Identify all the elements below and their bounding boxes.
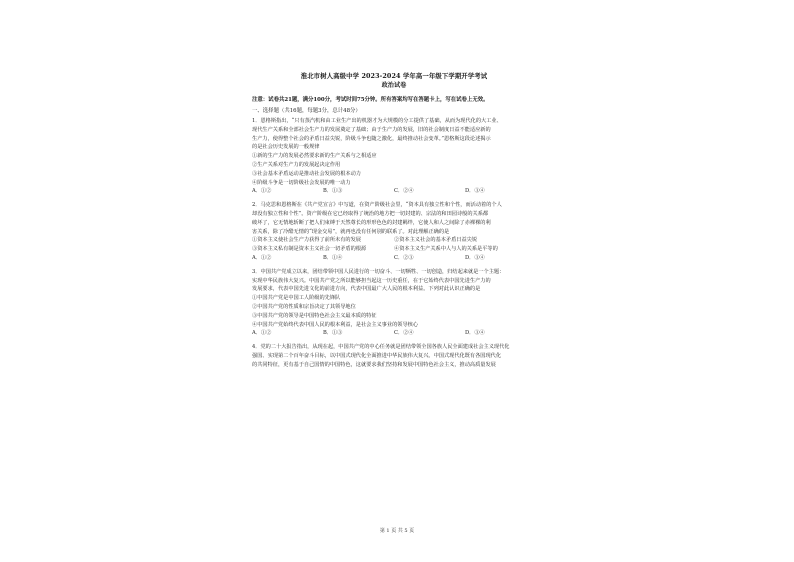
statement: ②生产关系对生产力的发展起决定作用 xyxy=(252,161,341,168)
option-d: D．③④ xyxy=(465,330,485,337)
statement: ④中国共产党始终代表中国人民的根本利益，是社会主义事业的领导核心 xyxy=(252,321,419,328)
answer-options xyxy=(252,187,536,196)
option-b: B．①③ xyxy=(323,188,343,195)
option-a: A．①② xyxy=(252,188,272,195)
option-d: D．③④ xyxy=(465,188,485,195)
statement: ③中国共产党的领导是中国特色社会主义最本质的特征 xyxy=(252,312,377,319)
option-d: D．③④ xyxy=(465,254,485,261)
exam-content xyxy=(252,72,536,370)
question-4 xyxy=(252,343,536,369)
question-text-line: 害关系，除了冷酷无情的“现金交易”，就再也没有任何别的联系了。对此理解正确的是 xyxy=(252,228,450,235)
question-text-line: 的是社会历史发展的一般规律 xyxy=(252,144,320,151)
question-text-line: 发展要求，代表中国先进文化的前进方向，代表中国最广大人民的根本利益。下列对此认识正确的是 xyxy=(252,286,481,293)
question-text-line: 2．马克思和恩格斯在《共产党宣言》中写道，在资产阶级社会里，“资本具有独立性和个性，而活动着的个人 xyxy=(252,202,502,209)
question-1 xyxy=(252,117,536,196)
option-c: C．②④ xyxy=(394,188,414,195)
question-text-line: 破坏了，它无情地斩断了把人们束缚于天然尊长的形形色色的封建羁绊，它使人和人之间除了赤裸裸的利 xyxy=(252,219,491,226)
statement: ④阶级斗争是一切阶级社会发展的唯一动力 xyxy=(252,179,351,186)
option-b: B．①④ xyxy=(323,254,343,261)
option-c: C．②④ xyxy=(394,330,414,337)
exam-title: 淮北市树人高级中学 2023-2024 学年高一年级下学期开学考试 xyxy=(300,72,488,80)
section-heading: 一、选择题（共16题，每题3分，总计48分） xyxy=(252,108,361,114)
exam-subtitle: 政治试卷 xyxy=(381,82,407,89)
statement: ①资本主义使社会生产力获得了前所未有的发展 xyxy=(252,237,361,244)
question-text-line: 强国、实现第二个百年奋斗目标，以中国式现代化全面推进中华民族伟大复兴。中国式现代化既有各国现代化 xyxy=(252,352,502,359)
statement: ①新的生产力的发展必然要求新的生产关系与之相适应 xyxy=(252,153,377,160)
statement: ③资本主义私有制是资本主义社会一切矛盾的根源 xyxy=(252,246,367,253)
statement: ②资本主义社会的基本矛盾日益尖锐 xyxy=(394,237,478,244)
question-text-line: 却没有独立性和个性”。资产阶级在它已经取得了统治的地方把一切封建的、宗法的和田园诗般的关系都 xyxy=(252,210,489,217)
question-text-line: 的共同特征，更有基于自己国情的中国特色，这就要求我们坚持和发展中国特色社会主义，推动高质量发展 xyxy=(252,361,496,368)
question-text-line: 生产力，使得整个社会的矛盾日益尖锐，阶级斗争也随之激化，最终推动社会变革。”恩格斯这段论述揭示 xyxy=(252,135,491,142)
question-text-line: 1．恩格斯指出，“只有蒸汽机和由工业生产出的机器才为大规模的分工提供了基础，从而为现代化的大工业、 xyxy=(252,118,502,124)
question-text-line: 实现中华民族伟大复兴。中国共产党之所以能够担当起这一历史重任，在于它始终代表中国先进生产力的 xyxy=(252,277,491,284)
statement: ②中国共产党的性质和宗旨决定了其领导地位 xyxy=(252,303,356,310)
option-c: C．②③ xyxy=(394,254,414,261)
statement: ①中国共产党是中国工人阶级的先锋队 xyxy=(252,295,341,302)
answer-options xyxy=(252,254,536,263)
question-text-line: 现代生产关系和全部社会生产力的发展奠定了基础；由于生产力的发展，旧的社会制度日益不能适应新的 xyxy=(252,126,491,133)
question-text-line: 3．中国共产党成立以来，团结带领中国人民进行的一切奋斗、一切牺牲、一切创造，归结起来就是一个主题： xyxy=(252,268,505,275)
statement-row xyxy=(252,245,536,254)
question-text-line: 4．党的二十大报告指出，从现在起，中国共产党的中心任务就是团结带领全国各族人民全面建成社会主义现代化 xyxy=(252,344,510,351)
answer-options xyxy=(252,329,536,338)
statement-row xyxy=(252,236,536,245)
statement: ④资本主义生产关系中人与人的关系是平等的 xyxy=(394,246,498,253)
statement: ③社会基本矛盾运动是推动社会发展的根本动力 xyxy=(252,170,361,177)
question-2 xyxy=(252,201,536,263)
option-a: A．①② xyxy=(252,254,272,261)
question-3 xyxy=(252,268,536,338)
page-footer: 第 1 页 共 5 页 xyxy=(379,528,415,534)
option-b: B．①③ xyxy=(323,330,343,337)
exam-notice: 注意：试卷共21题，满分100分，考试时间75分钟。所有答案均写在答题卡上，写在试卷上无效。 xyxy=(252,97,489,103)
option-a: A．①② xyxy=(252,330,272,337)
